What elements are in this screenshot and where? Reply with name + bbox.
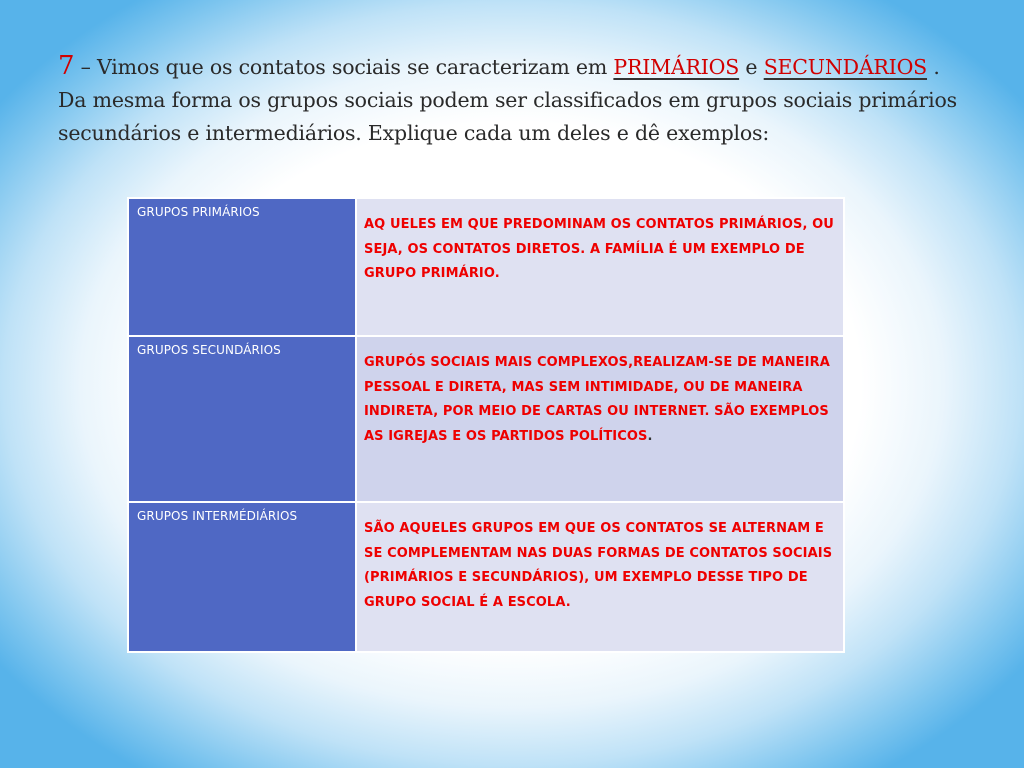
question-rest: . Da mesma forma os grupos sociais podem ser classificados em grupos sociais primários secundários e intermediários. Explique cada um deles e dê exemplos: xyxy=(58,55,957,145)
question-number: 7 xyxy=(58,51,75,81)
row-answer-intermediarios xyxy=(356,502,844,652)
row-label-primarios: GRUPOS PRIMÁRIOS xyxy=(128,198,356,336)
table-row xyxy=(128,502,844,652)
keyword-secundarios: SECUNDÁRIOS xyxy=(763,55,928,79)
row-label-secundarios: GRUPOS SECUNDÁRIOS xyxy=(128,336,356,502)
answer-tail: . xyxy=(647,428,653,444)
row-label-intermediarios: GRUPOS INTERMÉDIÁRIOS xyxy=(128,502,356,652)
answer-text: SÃO AQUELES GRUPOS EM QUE OS CONTATOS SE ALTERNAM E SE COMPLEMENTAM NAS DUAS FORMAS DE CONTATOS SOCIAIS (PRIMÁRIOS E SECUNDÁRIOS), UM EXEMPLO DESSE TIPO DE GRUPO SOCIAL É A ESCOLA. xyxy=(364,521,833,610)
question-conjunction: e xyxy=(739,55,764,79)
answer-text: GRUPÓS SOCIAIS MAIS COMPLEXOS,REALIZAM-SE DE MANEIRA PESSOAL E DIRETA, MAS SEM INTIMIDADE, OU DE MANEIRA INDIRETA, POR MEIO DE CARTAS OU INTERNET. SÃO EXEMPLOS AS IGREJAS E OS PARTIDOS POLÍTICOS xyxy=(364,355,830,444)
row-answer-primarios xyxy=(356,198,844,336)
table-row xyxy=(128,198,844,336)
answer-text: AQ UELES EM QUE PREDOMINAM OS CONTATOS PRIMÁRIOS, OU SEJA, OS CONTATOS DIRETOS. A FAMÍLIA É UM EXEMPLO DE GRUPO PRIMÁRIO. xyxy=(364,217,834,281)
question-intro: – Vimos que os contatos sociais se caracterizam em xyxy=(74,55,614,79)
row-answer-secundarios xyxy=(356,336,844,502)
question-text xyxy=(58,50,968,150)
keyword-primarios: PRIMÁRIOS xyxy=(613,55,740,79)
groups-table xyxy=(127,197,845,653)
table-row xyxy=(128,336,844,502)
